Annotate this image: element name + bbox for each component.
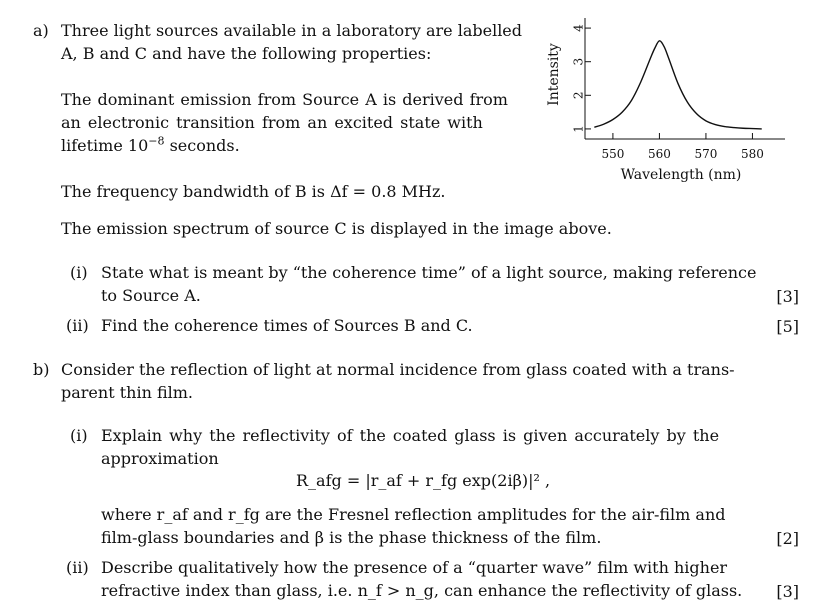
y-tick-label: 4: [571, 24, 586, 32]
part-a-q2-label: (ii): [66, 316, 89, 335]
y-tick-label: 1: [571, 125, 586, 133]
part-b-q2-line2: refractive index than glass, i.e. n_f > n_g, can enhance the reflectivity of glass.: [101, 581, 743, 600]
y-tick-label: 3: [571, 57, 586, 66]
part-b-q1-label: (i): [70, 426, 88, 445]
part-b-label: b): [33, 360, 50, 379]
source-c-text: The emission spectrum of source C is displayed in the image above.: [61, 219, 612, 238]
part-a-q1-line2: to Source A.: [101, 286, 201, 305]
part-a-intro-line1: Three light sources available in a laboratory are labelled: [61, 21, 523, 40]
part-b-q1-where2: film-glass boundaries and β is the phase thickness of the film.: [101, 528, 602, 547]
part-a-label: a): [33, 21, 49, 40]
part-b-q1-line1: Explain why the reflectivity of the coated glass is given accurately by the: [101, 426, 720, 445]
part-b-q2-label: (ii): [66, 558, 89, 577]
part-a-q2-text: Find the coherence times of Sources B and C.: [101, 316, 473, 335]
x-axis-label: Wavelength (nm): [620, 167, 742, 183]
source-b-text: The frequency bandwidth of B is Δf = 0.8 MHz.: [61, 182, 446, 201]
x-tick-label: 550: [601, 147, 625, 161]
part-b-q2-marks: [3]: [776, 582, 799, 601]
x-tick-label: 580: [740, 147, 764, 161]
y-tick-label: 2: [571, 91, 586, 100]
source-a-line1: The dominant emission from Source A is derived from: [61, 90, 508, 109]
spectrum-curve: [594, 41, 761, 129]
source-a-lifetime-prefix: lifetime 10: [61, 136, 149, 155]
part-b-q1-marks: [2]: [776, 529, 799, 548]
emission-spectrum-chart: [540, 8, 790, 188]
y-axis-label: Intensity: [546, 43, 562, 106]
x-tick-label: 570: [694, 147, 718, 161]
part-a-q1-marks: [3]: [776, 287, 799, 306]
part-b-q2-line1: Describe qualitatively how the presence of a “quarter wave” film with higher: [101, 558, 728, 577]
source-a-line3: [61, 134, 240, 157]
part-b-q1-line2: approximation: [101, 449, 219, 468]
part-a-intro-line2: A, B and C and have the following properties:: [61, 44, 432, 63]
part-b-q1-where1: where r_af and r_fg are the Fresnel reflection amplitudes for the air-film and: [101, 505, 726, 524]
part-b-intro-line2: parent thin film.: [61, 383, 194, 402]
source-a-line2: an electronic transition from an excited state with: [61, 113, 483, 132]
source-a-lifetime-suffix: seconds.: [164, 136, 240, 155]
source-a-lifetime-exponent: −8: [148, 134, 165, 148]
part-a-q1-line1: State what is meant by “the coherence time” of a light source, making reference: [101, 263, 757, 282]
part-a-q1-label: (i): [70, 263, 88, 282]
x-tick-label: 560: [647, 147, 671, 161]
reflectivity-equation: R_afg = |r_af + r_fg exp(2iβ)|² ,: [296, 471, 551, 490]
part-b-intro-line1: Consider the reflection of light at normal incidence from glass coated with a trans-: [61, 360, 735, 379]
part-a-q2-marks: [5]: [776, 317, 799, 336]
